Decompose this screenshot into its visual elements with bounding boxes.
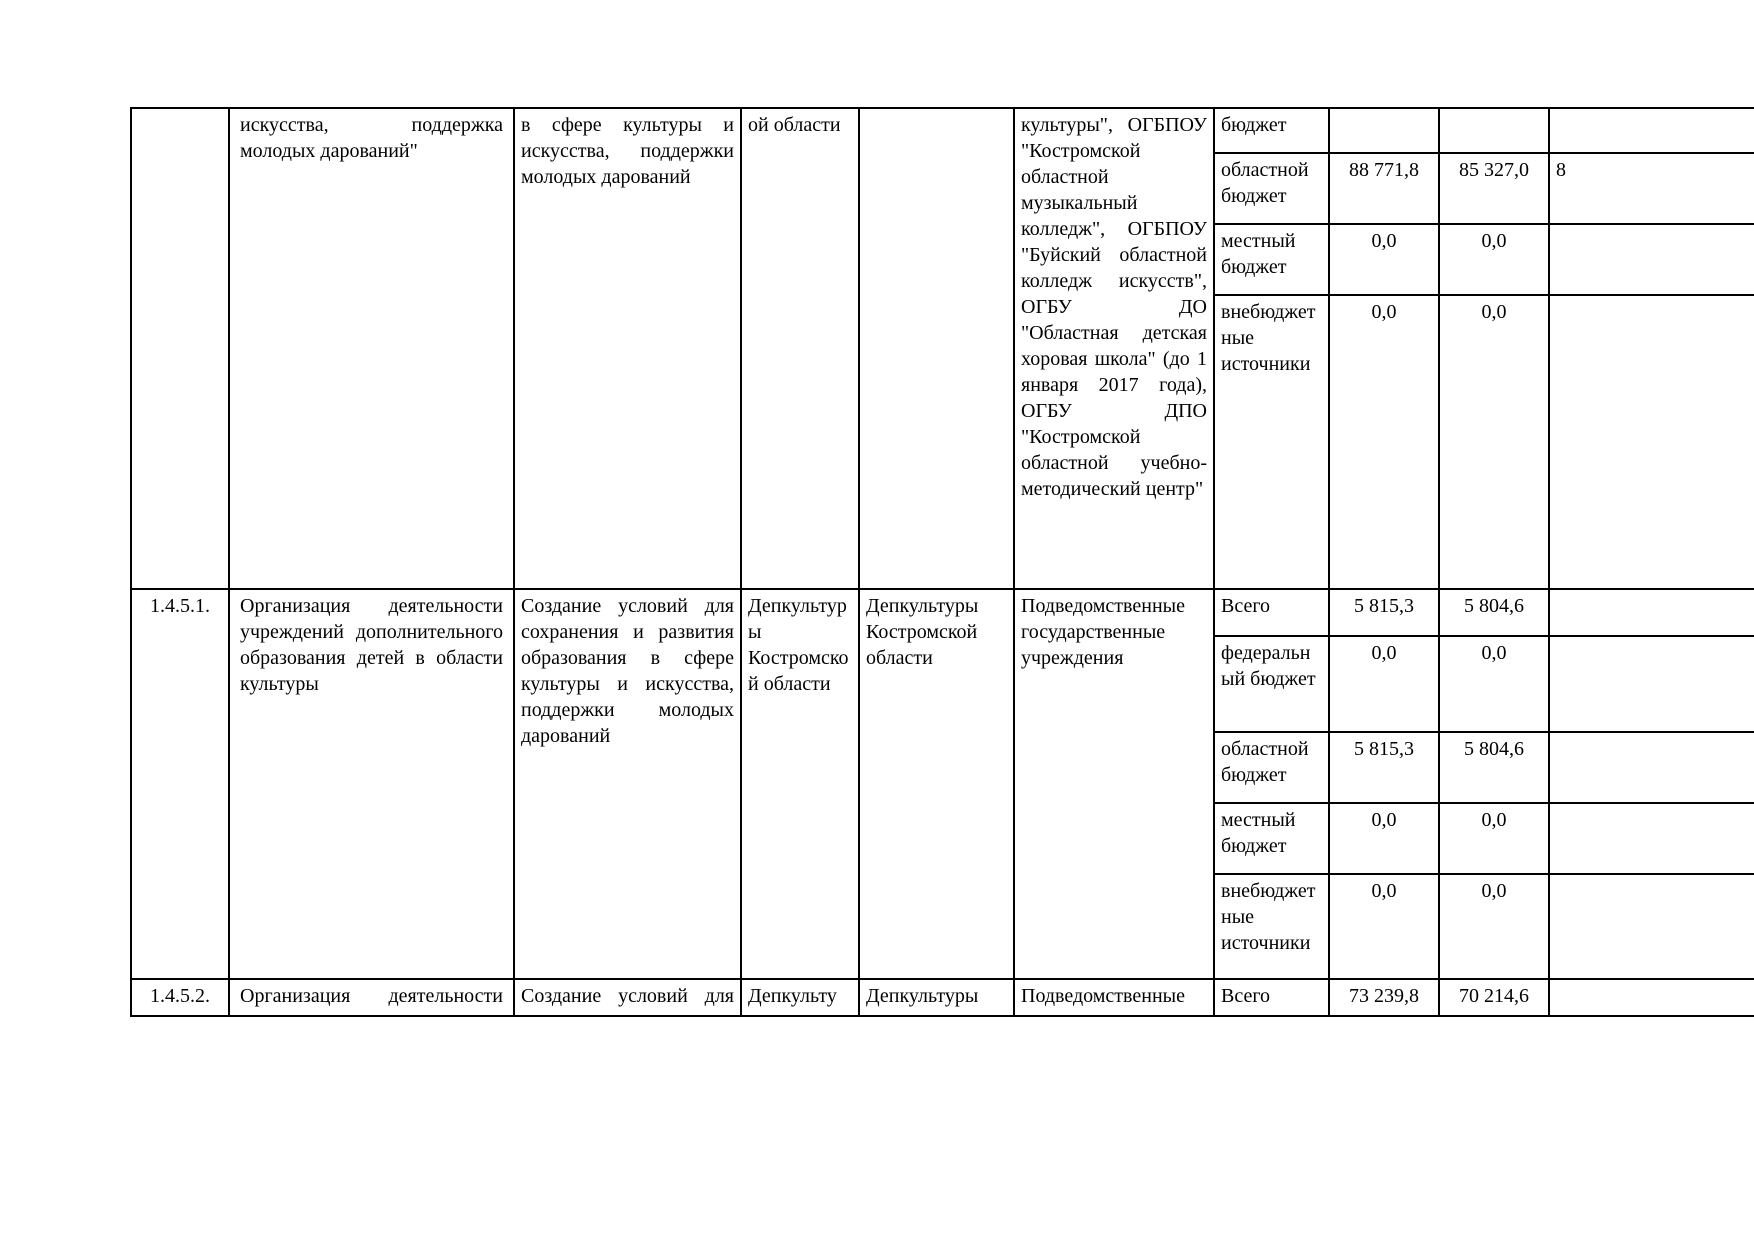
amount-year1-cell: 73 239,8 (1329, 979, 1439, 1016)
event-name-cell: Организация деятельности учреждений дополнительного образования детей в области культуры (229, 589, 514, 979)
amount-year2-cell (1439, 108, 1549, 153)
executor-cell: ой области (741, 108, 859, 589)
amount-year1-cell: 0,0 (1329, 874, 1439, 979)
amount-year2-cell: 5 804,6 (1439, 732, 1549, 803)
table-row (131, 589, 1754, 636)
amount-year1-cell: 0,0 (1329, 224, 1439, 295)
amount-year2-cell: 0,0 (1439, 874, 1549, 979)
funding-source-cell: внебюджетные источники (1214, 295, 1329, 589)
funding-source-cell: местный бюджет (1214, 224, 1329, 295)
amount-year3-cell (1549, 224, 1754, 295)
budget-manager-cell: Депкультуры (859, 979, 1014, 1016)
item-number-cell (131, 108, 229, 589)
participants-cell: Подведомственные государственные учреждения (1014, 589, 1214, 979)
table-row (131, 108, 1754, 153)
table-row (131, 979, 1754, 1016)
funding-source-cell: бюджет (1214, 108, 1329, 153)
funding-source-cell: федеральный бюджет (1214, 636, 1329, 732)
amount-year2-cell: 0,0 (1439, 803, 1549, 874)
task-cell: Создание условий для (514, 979, 741, 1016)
amount-year1-cell: 88 771,8 (1329, 153, 1439, 224)
program-activities-table (130, 107, 1754, 1017)
item-number-cell: 1.4.5.1. (131, 589, 229, 979)
amount-year1-cell: 0,0 (1329, 295, 1439, 589)
amount-year3-cell (1549, 874, 1754, 979)
budget-manager-cell: Депкультуры Костромской области (859, 589, 1014, 979)
funding-source-cell: областной бюджет (1214, 153, 1329, 224)
executor-cell: Депкультуры Костромской области (741, 589, 859, 979)
amount-year1-cell: 0,0 (1329, 803, 1439, 874)
amount-year2-cell: 0,0 (1439, 636, 1549, 732)
funding-source-cell: Всего (1214, 979, 1329, 1016)
amount-year3-cell (1549, 732, 1754, 803)
amount-year1-cell: 0,0 (1329, 636, 1439, 732)
amount-year1-cell: 5 815,3 (1329, 589, 1439, 636)
amount-year2-cell: 5 804,6 (1439, 589, 1549, 636)
amount-year1-cell: 5 815,3 (1329, 732, 1439, 803)
participants-cell: культуры", ОГБПОУ "Костромской областной музыкальный колледж", ОГБПОУ "Буйский областной колледж искусств", ОГБУ ДО "Областная детская хоровая школа" (до 1 января 2017 года), ОГБУ ДПО "Костромской областной учебно-методический центр" (1014, 108, 1214, 589)
amount-year2-cell: 0,0 (1439, 224, 1549, 295)
budget-manager-cell (859, 108, 1014, 589)
event-name-cell: Организация деятельности (229, 979, 514, 1016)
funding-source-cell: внебюджетные источники (1214, 874, 1329, 979)
amount-year3-cell (1549, 803, 1754, 874)
item-number-cell: 1.4.5.2. (131, 979, 229, 1016)
amount-year2-cell: 0,0 (1439, 295, 1549, 589)
amount-year2-cell: 70 214,6 (1439, 979, 1549, 1016)
amount-year1-cell (1329, 108, 1439, 153)
event-name-cell: искусства, поддержка молодых дарований" (229, 108, 514, 589)
funding-source-cell: местный бюджет (1214, 803, 1329, 874)
executor-cell: Депкульту (741, 979, 859, 1016)
task-cell: в сфере культуры и искусства, поддержки молодых дарований (514, 108, 741, 589)
amount-year3-cell: 8 (1549, 153, 1754, 224)
amount-year3-cell (1549, 979, 1754, 1016)
participants-cell: Подведомственные (1014, 979, 1214, 1016)
amount-year3-cell (1549, 636, 1754, 732)
funding-source-cell: областной бюджет (1214, 732, 1329, 803)
amount-year3-cell (1549, 295, 1754, 589)
amount-year2-cell: 85 327,0 (1439, 153, 1549, 224)
amount-year3-cell (1549, 108, 1754, 153)
amount-year3-cell (1549, 589, 1754, 636)
funding-source-cell: Всего (1214, 589, 1329, 636)
task-cell: Создание условий для сохранения и развития образования в сфере культуры и искусства, поддержки молодых дарований (514, 589, 741, 979)
